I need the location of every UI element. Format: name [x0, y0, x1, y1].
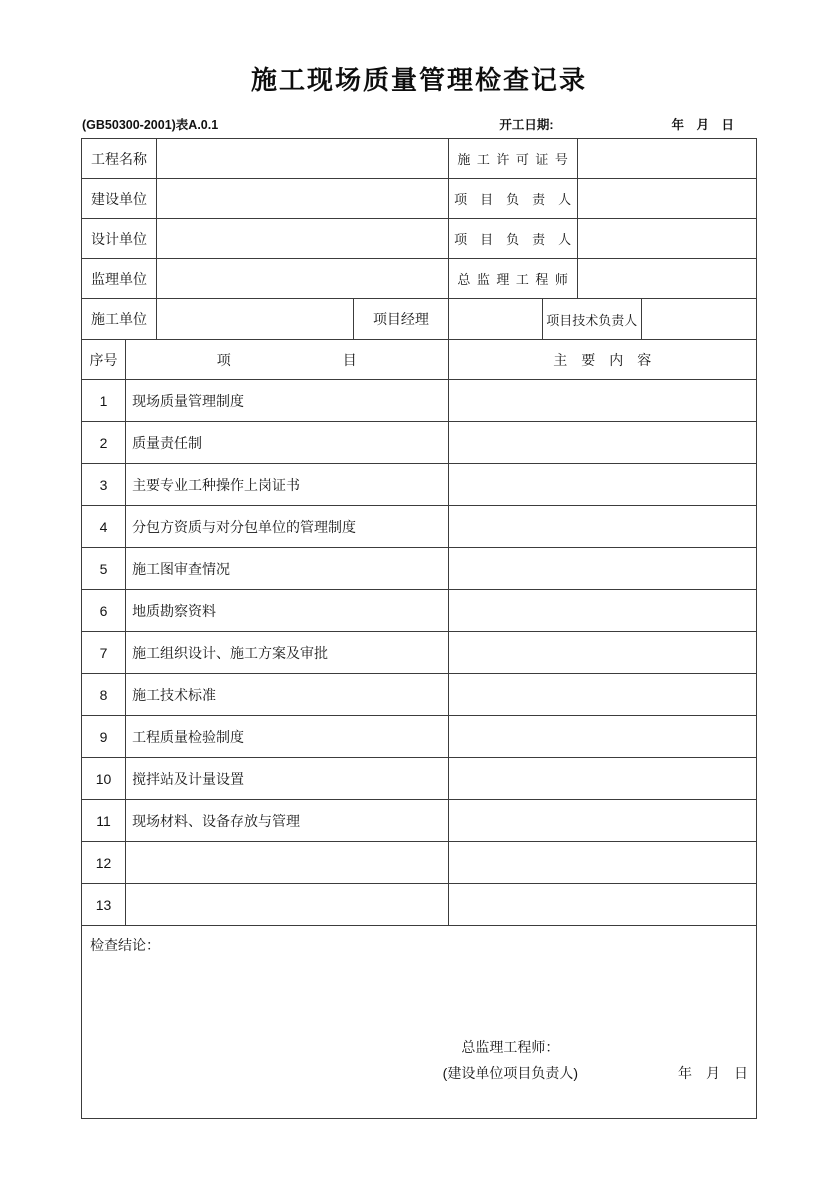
- item-name: 施工图审查情况: [126, 548, 448, 590]
- item-name: 现场材料、设备存放与管理: [126, 800, 448, 842]
- table-row: [82, 506, 757, 548]
- table-row: [82, 716, 757, 758]
- item-content[interactable]: [448, 800, 757, 842]
- info-row-client: [82, 179, 757, 219]
- item-no: 13: [82, 884, 126, 926]
- item-name: 工程质量检验制度: [126, 716, 448, 758]
- table-row: [82, 884, 757, 926]
- item-content[interactable]: [448, 464, 757, 506]
- item-name: [126, 884, 448, 926]
- header-no: 序号: [82, 340, 126, 380]
- project-manager-value[interactable]: [448, 299, 542, 340]
- design-leader-label: 项 目 负 责 人: [448, 219, 577, 259]
- supervision-unit-value[interactable]: [157, 259, 448, 299]
- item-no: 4: [82, 506, 126, 548]
- inspection-form-table: [81, 138, 757, 1119]
- table-row: [82, 758, 757, 800]
- item-name: 主要专业工种操作上岗证书: [126, 464, 448, 506]
- tech-leader-label: 项目技术负责人: [542, 299, 641, 340]
- info-row-supervisor: [82, 259, 757, 299]
- form-code: (GB50300-2001)表A.0.1: [82, 118, 219, 132]
- item-no: 8: [82, 674, 126, 716]
- item-name: 现场质量管理制度: [126, 380, 448, 422]
- signer-block: [443, 1034, 578, 1086]
- tech-leader-value[interactable]: [641, 299, 756, 340]
- header-main-content: 主 要 内 容: [448, 340, 757, 380]
- client-unit-label: 建设单位: [82, 179, 157, 219]
- open-date-value[interactable]: 年 月 日: [671, 118, 734, 132]
- client-leader-value[interactable]: [577, 179, 756, 219]
- table-row: [82, 464, 757, 506]
- design-unit-label: 设计单位: [82, 219, 157, 259]
- chief-engineer-value[interactable]: [577, 259, 756, 299]
- signature-date[interactable]: 年 月 日: [678, 1065, 748, 1081]
- item-no: 3: [82, 464, 126, 506]
- client-representative-label: (建设单位项目负责人): [442, 1065, 578, 1081]
- signature-row: [82, 1034, 756, 1118]
- client-unit-value[interactable]: [157, 179, 448, 219]
- table-row: [82, 842, 757, 884]
- table-row: [82, 632, 757, 674]
- item-name: 施工组织设计、施工方案及审批: [126, 632, 448, 674]
- info-row-contractor: [82, 299, 757, 340]
- item-content[interactable]: [448, 674, 757, 716]
- item-content[interactable]: [448, 758, 757, 800]
- design-leader-value[interactable]: [577, 219, 756, 259]
- item-content[interactable]: [448, 506, 757, 548]
- item-name: 分包方资质与对分包单位的管理制度: [126, 506, 448, 548]
- conclusion-row: [82, 926, 757, 1119]
- table-row: [82, 380, 757, 422]
- project-name-label: 工程名称: [82, 139, 157, 179]
- table-row: [82, 422, 757, 464]
- chief-engineer-signature-label: 总监理工程师：: [461, 1039, 560, 1055]
- table-row: [82, 590, 757, 632]
- table-row: [82, 800, 757, 842]
- construction-permit-value[interactable]: [577, 139, 756, 179]
- item-name: 搅拌站及计量设置: [126, 758, 448, 800]
- conclusion-cell: [82, 926, 757, 1119]
- page-title: 施工现场质量管理检查记录: [250, 65, 587, 95]
- item-content[interactable]: [448, 716, 757, 758]
- item-no: 5: [82, 548, 126, 590]
- item-name: 地质勘察资料: [126, 590, 448, 632]
- header-item: 项 目: [126, 340, 448, 380]
- conclusion-box: [82, 926, 756, 1118]
- construction-permit-label: 施 工 许 可 证 号: [448, 139, 577, 179]
- items-header-row: [82, 340, 757, 380]
- info-row-designer: [82, 219, 757, 259]
- chief-engineer-label: 总 监 理 工 程 师: [448, 259, 577, 299]
- item-content[interactable]: [448, 632, 757, 674]
- info-row-project: [82, 139, 757, 179]
- item-content[interactable]: [448, 548, 757, 590]
- conclusion-blank-area[interactable]: [82, 955, 756, 1034]
- item-content[interactable]: [448, 842, 757, 884]
- item-no: 7: [82, 632, 126, 674]
- item-name: 施工技术标准: [126, 674, 448, 716]
- meta-row: [82, 115, 756, 133]
- item-no: 2: [82, 422, 126, 464]
- contractor-unit-label: 施工单位: [82, 299, 157, 340]
- item-no: 12: [82, 842, 126, 884]
- item-no: 6: [82, 590, 126, 632]
- item-name: 质量责任制: [126, 422, 448, 464]
- item-no: 9: [82, 716, 126, 758]
- client-leader-label: 项 目 负 责 人: [448, 179, 577, 219]
- design-unit-value[interactable]: [157, 219, 448, 259]
- contractor-unit-value[interactable]: [157, 299, 354, 340]
- conclusion-label: 检查结论：: [90, 937, 160, 953]
- table-row: [82, 548, 757, 590]
- item-name: [126, 842, 448, 884]
- item-content[interactable]: [448, 422, 757, 464]
- supervision-unit-label: 监理单位: [82, 259, 157, 299]
- item-no: 10: [82, 758, 126, 800]
- table-row: [82, 674, 757, 716]
- item-content[interactable]: [448, 884, 757, 926]
- project-manager-label: 项目经理: [354, 299, 448, 340]
- item-no: 1: [82, 380, 126, 422]
- project-name-value[interactable]: [157, 139, 448, 179]
- open-date-label: 开工日期:: [499, 118, 554, 132]
- item-no: 11: [82, 800, 126, 842]
- item-content[interactable]: [448, 380, 757, 422]
- open-date-group: [499, 115, 756, 133]
- item-content[interactable]: [448, 590, 757, 632]
